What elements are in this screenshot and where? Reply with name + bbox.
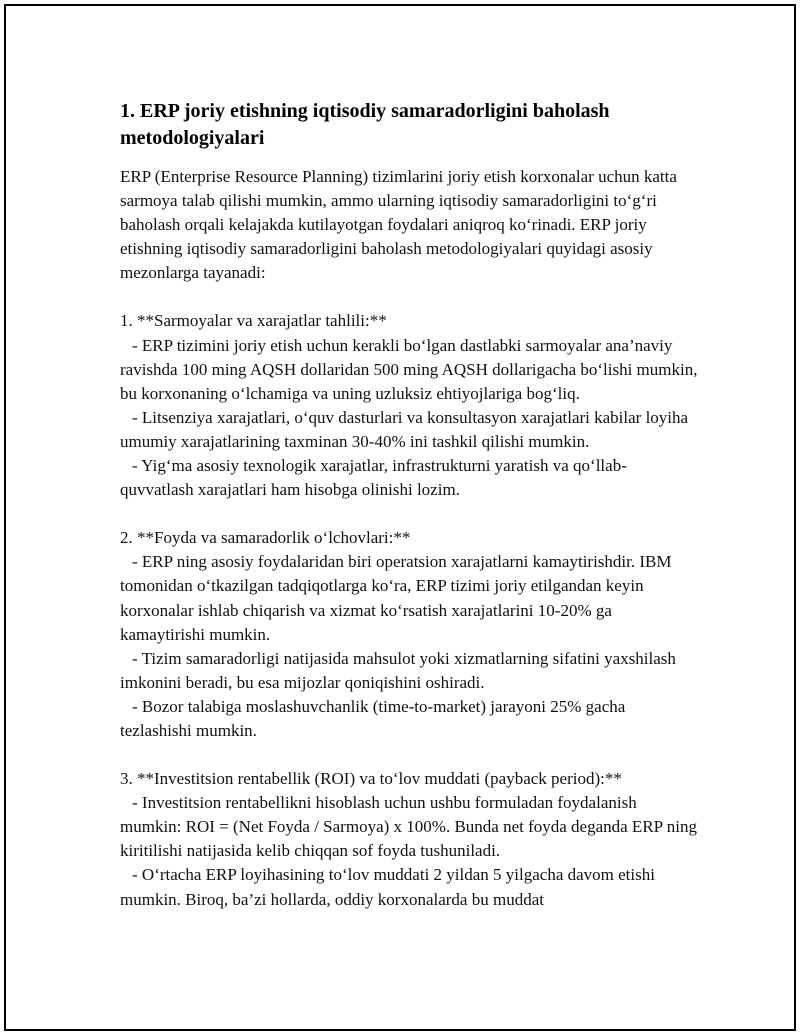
intro-paragraph: ERP (Enterprise Resource Planning) tizimlarini joriy etish korxonalar uchun katta sarmoya talab qilishi mumkin, ammo ularning iqtisodiy samaradorligini to‘g‘ri baholash orqali kelajakda kutilayotgan foydalari aniqroq ko‘rinadi. ERP joriy etishning iqtisodiy samaradorligini baholash metodologiyalari quyidagi asosiy mezonlarga tayanadi: bbox=[120, 167, 677, 283]
document-title: 1. ERP joriy etishning iqtisodiy samaradorligini baholash metodologiyalari bbox=[120, 100, 610, 149]
section-item: - Litsenziya xarajatlari, o‘quv dasturlari va konsultasyon xarajatlari kabilar loyiha umumiy xarajatlarining taxminan 30-40% ini tashkil qilishi mumkin. bbox=[120, 407, 689, 451]
section-item: - Bozor talabiga moslashuvchanlik (time-to-market) jarayoni 25% gacha tezlashishi mumkin. bbox=[120, 696, 626, 740]
section-heading: 1. **Sarmoyalar va xarajatlar tahlili:** bbox=[120, 311, 387, 331]
section-item: - ERP ning asosiy foydalaridan biri operatsion xarajatlarni kamaytirishdir. IBM tomonidan o‘tkazilgan tadqiqotlarga ko‘ra, ERP tizimi joriy etilgandan keyin korxonalar ishlab chiqarish va xizmat ko‘rsatish xarajatlarini 10-20% ga kamaytirishi mumkin. bbox=[120, 552, 672, 644]
section-item: - Yig‘ma asosiy texnologik xarajatlar, infrastrukturni yaratish va qo‘llab-quvvatlash xarajatlari ham hisobga olinishi lozim. bbox=[120, 456, 627, 500]
paragraph-gap bbox=[120, 285, 700, 309]
section-item: - O‘rtacha ERP loyihasining to‘lov muddati 2 yildan 5 yilgacha davom etishi mumkin. Biroq, ba’zi hollarda, oddiy korxonalarda bu muddat bbox=[120, 865, 655, 909]
paragraph-gap bbox=[120, 502, 700, 526]
section-item: - Tizim samaradorligi natijasida mahsulot yoki xizmatlarning sifatini yaxshilash imkonini beradi, bu esa mijozlar qoniqishini oshiradi. bbox=[120, 648, 676, 692]
document-page bbox=[4, 4, 796, 1031]
document-body bbox=[120, 98, 700, 912]
section-heading: 2. **Foyda va samaradorlik o‘lchovlari:** bbox=[120, 528, 411, 548]
section-2 bbox=[120, 526, 700, 743]
section-item: - ERP tizimini joriy etish uchun kerakli bo‘lgan dastlabki sarmoyalar ana’naviy ravishda 100 ming AQSH dollaridan 500 ming AQSH dollarigacha bo‘lishi mumkin, bu korxonaning o‘lchamiga va uning uzluksiz ehtiyojlariga bog‘liq. bbox=[120, 335, 698, 403]
section-item: - Investitsion rentabellikni hisoblash uchun ushbu formuladan foydalanish mumkin: ROI = (Net Foyda / Sarmoya) x 100%. Bunda net foyda deganda ERP ning kiritilishi natijasida kelib chiqqan sof foyda tushuniladi. bbox=[120, 793, 697, 861]
paragraph-gap bbox=[120, 743, 700, 767]
section-1 bbox=[120, 309, 700, 502]
section-3 bbox=[120, 767, 700, 912]
section-heading: 3. **Investitsion rentabellik (ROI) va to‘lov muddati (payback period):** bbox=[120, 769, 622, 789]
